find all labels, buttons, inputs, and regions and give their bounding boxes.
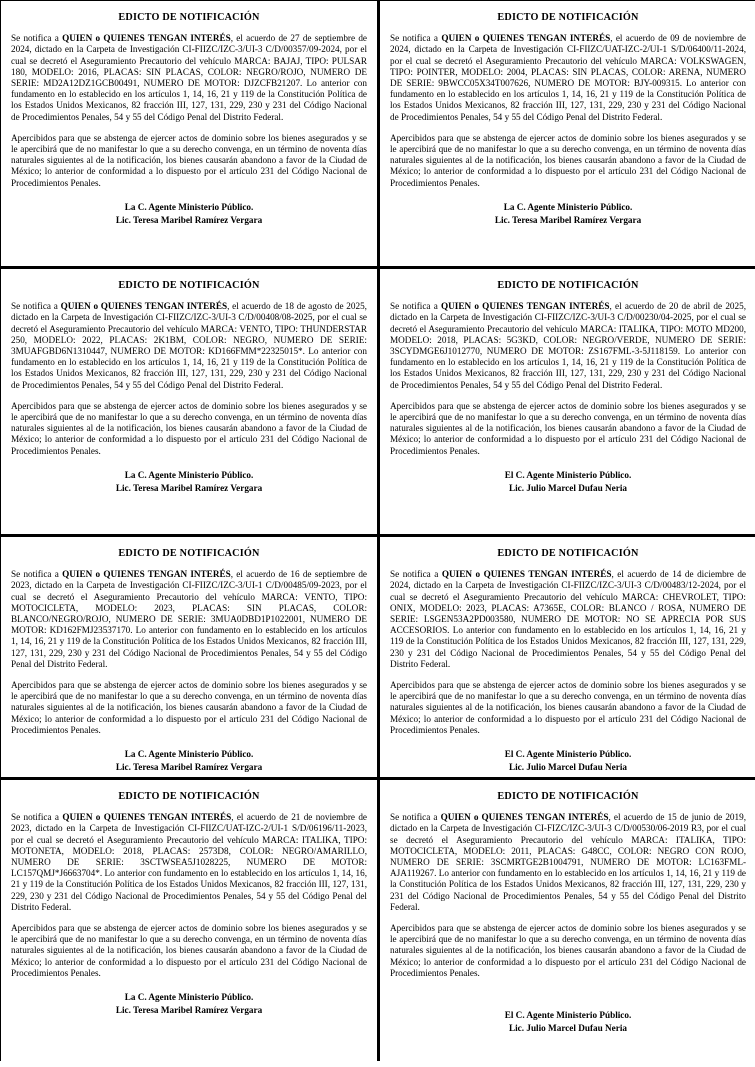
signer-role: La C. Agente Ministerio Público. bbox=[124, 469, 254, 480]
signer-name: Lic. Teresa Maribel Ramírez Vergara bbox=[115, 1005, 263, 1016]
signer-name: Lic. Teresa Maribel Ramírez Vergara bbox=[115, 762, 263, 773]
notice-text: , el acuerdo de 20 de abril de 2025, dictado en la Carpeta de Investigación CI-FIIZC/IZC-3/UI-3 C/D/00230/04-2025, por el cual se decretó el Aseguramiento Precautorio del vehículo MARCA: ITALIKA, TIPO: MOTO MD200, MODELO: 2018, PLACAS: 5G3KD, COLOR: NEGRO/VERDE, NUMERO DE SERIE: 3SCYDMGE6J1012770, NUMERO DE MOTOR: ZS167FML-3-5J118159. Lo anterior con fundamento en lo establecido en los artículos 1, 14, 16, 21 y 119 de la Constitución Política de los Estados Unidos Mexicanos, 82 fracción III, 127, 131, 229, 230 y 231 del Código Nacional de Procedimientos Penales, 54 y 55 del Código Penal del Distrito Federal. bbox=[390, 301, 747, 390]
notice-warning: Apercibidos para que se abstenga de ejercer actos de dominio sobre los bienes asegurados y se le apercibirá que de no manifestar lo que a su derecho convenga, en un término de noventa días naturales siguientes al de la notificación, los bienes causarán abandono a favor de la Ciudad de México; lo anterior de conformidad a lo dispuesto por el artículo 231 del Código Nacional de Procedimientos Penales. bbox=[390, 400, 746, 456]
notice-5 bbox=[1, 537, 377, 777]
signer-role: La C. Agente Ministerio Público. bbox=[124, 749, 254, 760]
notice-signature bbox=[390, 748, 746, 774]
notice-lead: Se notifica a bbox=[390, 569, 439, 580]
notice-body bbox=[390, 569, 746, 670]
notice-lead: Se notifica a bbox=[11, 812, 59, 823]
notice-7 bbox=[1, 780, 377, 1067]
notice-warning: Apercibidos para que se abstenga de ejercer actos de dominio sobre los bienes asegurados y se le apercibirá que de no manifestar lo que a su derecho convenga, en un término de noventa días naturales siguientes al de la notificación, los bienes causarán abandono a favor de la Ciudad de México; lo anterior de conformidad a lo dispuesto por el artículo 231 del Código Nacional de Procedimientos Penales. bbox=[11, 923, 367, 978]
notice-lead: Se notifica a bbox=[11, 33, 59, 44]
notice-lead: Se notifica a bbox=[390, 812, 438, 823]
notice-addressee: QUIEN o QUIENES TENGAN INTERÉS bbox=[441, 301, 610, 312]
signer-role: El C. Agente Ministerio Público. bbox=[504, 469, 632, 480]
notice-text: , el acuerdo de 16 de septiembre de 2023, dictado en la Carpeta de Investigación CI-FIIZC/IZC-3/UI-1 C/D/00485/09-2023, por el cual se decretó el Aseguramiento Precautorio del vehículo MARCA: VENTO, TIPO: MOTOCICLETA, MODELO: 2023, PLACAS: SIN PLACAS, COLOR: BLANCO/NEGRO/ROJO, NUMERO DE SERIE: 3MUA0DBD1P1022001, NUMERO DE MOTOR: KD162FMJ23537170. Lo anterior con fundamento en lo establecido en los artículos 1, 14, 16, 21 y 119 de la Constitución Política de los Estados Unidos Mexicanos, 82 fracción III, 127, 131, 229, 230 y 231 del Código Nacional de Procedimientos Penales, 54 y 55 del Código Penal del Distrito Federal. bbox=[11, 569, 367, 669]
notice-6 bbox=[380, 537, 755, 777]
notice-warning: Apercibidos para que se abstenga de ejercer actos de dominio sobre los bienes asegurados y se le apercibirá que de no manifestar lo que a su derecho convenga, en un término de noventa días naturales siguientes al de la notificación, los bienes causarán abandono a favor de la Ciudad de México; lo anterior de conformidad a lo dispuesto por el artículo 231 del Código Nacional de Procedimientos Penales. bbox=[390, 923, 746, 978]
signer-role: La C. Agente Ministerio Público. bbox=[503, 201, 633, 212]
signer-name: Lic. Teresa Maribel Ramírez Vergara bbox=[115, 214, 263, 225]
notice-title: EDICTO DE NOTIFICACIÓN bbox=[497, 12, 639, 23]
notice-text: , el acuerdo de 15 de junio de 2019, dictado en la Carpeta de Investigación CI-FIZC/IZC-3/UI-3 C/D/00530/06-2019 R3, por el cual se decretó el Aseguramiento Precautorio del vehículo MARCA: ITALIKA, TIPO: MOTOCICLETA, MODELO: 2011, PLACAS: G48CC, COLOR: NEGRO CON ROJO, NUMERO DE SERIE: 3SCMRTGE2B1004791, NUMERO DE MOTOR: LC163FML-AJA119267. Lo anterior con fundamento en lo establecido en los artículos 1, 14, 16, 21 y 119 de la Constitución Política de los Estados Unidos Mexicanos, 82 fracción III, 127, 131, 229, 230 y 231 del Código Nacional de Procedimientos Penales, 54 y 55 del Código Penal del Distrito Federal. bbox=[390, 812, 747, 912]
notice-addressee: QUIEN o QUIENES TENGAN INTERÉS bbox=[60, 301, 228, 312]
signer-name: Lic. Julio Marcel Dufau Neria bbox=[509, 762, 627, 773]
notice-lead: Se notifica a bbox=[390, 301, 438, 312]
notice-body bbox=[390, 812, 746, 913]
signer-role: La C. Agente Ministerio Público. bbox=[124, 201, 254, 212]
notice-signature bbox=[11, 748, 367, 774]
notice-addressee: QUIEN o QUIENES TENGAN INTERÉS bbox=[62, 33, 231, 44]
notice-text: , el acuerdo de 18 de agosto de 2025, dictado en la Carpeta de Investigación CI-FIIZC/IZC-3/UI-3 C/D/00408/08-2025, por el cual se decretó el Aseguramiento Precautorio del vehículo MARCA: VENTO, TIPO: THUNDERSTAR 250, MODELO: 2022, PLACAS: 2K1BM, COLOR: NEGRO, NUMERO DE SERIE: 3MUAFGBD6N1310447, NUMERO DE MOTOR: KD166FMM*22325015*. Lo anterior con fundamento en lo establecido en los artículos 1, 14, 16, 21 y 119 de la Constitución Política de los Estados Unidos Mexicanos, 82 fracción III, 127, 131, 229, 230 y 231 del Código Nacional de Procedimientos Penales, 54 y 55 del Código Penal del Distrito Federal. bbox=[11, 301, 367, 390]
signer-role: El C. Agente Ministerio Público. bbox=[504, 1010, 632, 1021]
notice-signature bbox=[390, 1009, 746, 1035]
notice-title: EDICTO DE NOTIFICACIÓN bbox=[118, 548, 260, 559]
notice-text: , el acuerdo de 27 de septiembre de 2024, dictado en la Carpeta de Investigación CI-FIIZC/IZC-3/UI-3 C/D/00357/09-2024, por el cual se decretó el Aseguramiento Precautorio del vehículo MARCA: BAJAJ, TIPO: PULSAR 180, MODELO: 2016, PLACAS: SIN PLACAS, COLOR: NEGRO/ROJO, NUMERO DE SERIE: MD2A12DZ1GCB00491, NUMERO DE MOTOR: DJZCFB21207. Lo anterior con fundamento en lo establecido en los artículos 1, 14, 16, 21 y 119 de la Constitución Política de los Estados Unidos Mexicanos, 82 fracción III, 127, 131, 229, 230 y 231 del Código Nacional de Procedimientos Penales, 54 y 55 del Código Penal del Distrito Federal. bbox=[11, 33, 367, 122]
notice-warning: Apercibidos para que se abstenga de ejercer actos de dominio sobre los bienes asegurados y se le apercibirá que de no manifestar lo que a su derecho convenga, en un término de noventa días naturales siguientes al de la notificación, los bienes causarán abandono a favor de la Ciudad de México; lo anterior de conformidad a lo dispuesto por el artículo 231 del Código Nacional de Procedimientos Penales. bbox=[11, 680, 367, 735]
notice-addressee: QUIEN o QUIENES TENGAN INTERÉS bbox=[62, 569, 231, 580]
signer-role: El C. Agente Ministerio Público. bbox=[504, 749, 632, 760]
notice-title: EDICTO DE NOTIFICACIÓN bbox=[497, 280, 639, 291]
notice-body bbox=[390, 301, 746, 391]
notice-text: , el acuerdo de 09 de noviembre de 2024, dictado en la Carpeta de Investigación CI-FIIZC/UAT-IZC-2/UI-1 S/D/06400/11-2024, por el cual se decretó el Aseguramiento Precautorio del vehículo MARCA: VOLKSWAGEN, TIPO: POINTER, MODELO: 2004, PLACAS: SIN PLACAS, COLOR: ARENA, NUMERO DE SERIE: 9BWCC05X34T007626, NUMERO DE MOTOR: BJY-009315. Lo anterior con fundamento en lo establecido en los artículos 1, 14, 16, 21 y 119 de la Constitución Política de los Estados Unidos Mexicanos, 82 fracción III, 127, 131, 229, 230 y 231 del Código Nacional de Procedimientos Penales, 54 y 55 del Código Penal del Distrito Federal. bbox=[390, 33, 747, 122]
notice-4 bbox=[380, 269, 755, 534]
notice-body bbox=[390, 33, 746, 123]
notice-title: EDICTO DE NOTIFICACIÓN bbox=[497, 791, 639, 802]
notice-title: EDICTO DE NOTIFICACIÓN bbox=[118, 791, 260, 802]
notice-2 bbox=[380, 1, 755, 266]
notice-title: EDICTO DE NOTIFICACIÓN bbox=[118, 280, 260, 291]
notice-title: EDICTO DE NOTIFICACIÓN bbox=[118, 12, 260, 23]
notice-text: , el acuerdo de 14 de diciembre de 2024, dictado en la Carpeta de Investigación CI-FIIZC/IZC-3/UI-3 C/D/00483/12-2024, por el cual se decretó el Aseguramiento Precautorio del vehículo MARCA: CHEVROLET, TIPO: ONIX, MODELO: 2023, PLACAS: A7365E, COLOR: BLANCO / ROSA, NUMERO DE SERIE: LSGEN53A2PD003580, NUMERO DE MOTOR: NO SE APRECIA POR SUS ACCESORIOS. Lo anterior con fundamento en lo establecido en los artículos 1, 14, 16, 21 y 119 de la Constitución Política de los Estados Unidos Mexicanos, 82 fracción III, 127, 131, 229, 230 y 231 del Código Nacional de Procedimientos Penales, 54 y 55 del Código Penal del Distrito Federal. bbox=[390, 569, 747, 669]
notice-text: , el acuerdo de 21 de noviembre de 2023, dictado en la Carpeta de Investigación CI-FIIZC/UAT-IZC-2/UI-1 S/D/06196/11-2023, por el cual se decretó el Aseguramiento Precautorio del vehículo MARCA: ITALIKA, TIPO: MOTONETA, MODELO: 2018, PLACAS: 2573D8, COLOR: NEGRO/AMARILLO, NUMERO DE SERIE: 3SCTWSEA5J1028225, NUMERO DE MOTOR: LC157QMJ*J6663704*. Lo anterior con fundamento en lo establecido en los artículos 1, 14, 16, 21 y 119 de la Constitución Política de los Estados Unidos Mexicanos, 82 fracción III, 127, 131, 229, 230 y 231 del Código Nacional de Procedimientos Penales, 54 y 55 del Código Penal del Distrito Federal. bbox=[11, 812, 368, 912]
signer-name: Lic. Teresa Maribel Ramírez Vergara bbox=[115, 482, 263, 493]
signer-role: La C. Agente Ministerio Público. bbox=[124, 992, 254, 1003]
notice-lead: Se notifica a bbox=[390, 33, 438, 44]
notice-3 bbox=[1, 269, 377, 534]
notice-body bbox=[11, 569, 367, 670]
notice-signature bbox=[11, 201, 367, 227]
signer-name: Lic. Teresa Maribel Ramírez Vergara bbox=[494, 214, 642, 225]
notice-lead: Se notifica a bbox=[11, 569, 59, 580]
signer-name: Lic. Julio Marcel Dufau Neria bbox=[509, 482, 627, 493]
notice-addressee: QUIEN o QUIENES TENGAN INTERÉS bbox=[62, 812, 232, 823]
notice-signature bbox=[390, 201, 746, 227]
notice-warning: Apercibidos para que se abstenga de ejercer actos de dominio sobre los bienes asegurados y se le apercibirá que de no manifestar lo que a su derecho convenga, en un término de noventa días naturales siguientes al de la notificación, los bienes causarán abandono a favor de la Ciudad de México; lo anterior de conformidad a lo dispuesto por el artículo 231 del Código Nacional de Procedimientos Penales. bbox=[11, 132, 367, 188]
notice-lead: Se notifica a bbox=[11, 301, 58, 312]
notice-addressee: QUIEN o QUIENES TENGAN INTERÉS bbox=[441, 33, 611, 44]
notice-signature bbox=[11, 991, 367, 1017]
notice-1 bbox=[1, 1, 377, 266]
notice-body bbox=[11, 812, 367, 913]
notice-warning: Apercibidos para que se abstenga de ejercer actos de dominio sobre los bienes asegurados y se le apercibirá que de no manifestar lo que a su derecho convenga, en un término de noventa días naturales siguientes al de la notificación, los bienes causarán abandono a favor de la Ciudad de México; lo anterior de conformidad a lo dispuesto por el artículo 231 del Código Nacional de Procedimientos Penales. bbox=[390, 680, 746, 735]
notice-body bbox=[11, 33, 367, 123]
notice-addressee: QUIEN o QUIENES TENGAN INTERÉS bbox=[441, 569, 612, 580]
notice-warning: Apercibidos para que se abstenga de ejercer actos de dominio sobre los bienes asegurados y se le apercibirá que de no manifestar lo que a su derecho convenga, en un término de noventa días naturales siguientes al de la notificación, los bienes causarán abandono a favor de la Ciudad de México; lo anterior de conformidad a lo dispuesto por el artículo 231 del Código Nacional de Procedimientos Penales. bbox=[390, 132, 746, 188]
notice-signature bbox=[390, 469, 746, 495]
notice-addressee: QUIEN o QUIENES TENGAN INTERÉS bbox=[440, 812, 609, 823]
signer-name: Lic. Julio Marcel Dufau Neria bbox=[509, 1023, 627, 1034]
notice-body bbox=[11, 301, 367, 391]
notice-warning: Apercibidos para que se abstenga de ejercer actos de dominio sobre los bienes asegurados y se le apercibirá que de no manifestar lo que a su derecho convenga, en un término de noventa días naturales siguientes al de la notificación, los bienes causarán abandono a favor de la Ciudad de México; lo anterior de conformidad a lo dispuesto por el artículo 231 del Código Nacional de Procedimientos Penales. bbox=[11, 400, 367, 456]
notice-title: EDICTO DE NOTIFICACIÓN bbox=[497, 548, 639, 559]
notice-signature bbox=[11, 469, 367, 495]
notice-8 bbox=[380, 780, 755, 1067]
